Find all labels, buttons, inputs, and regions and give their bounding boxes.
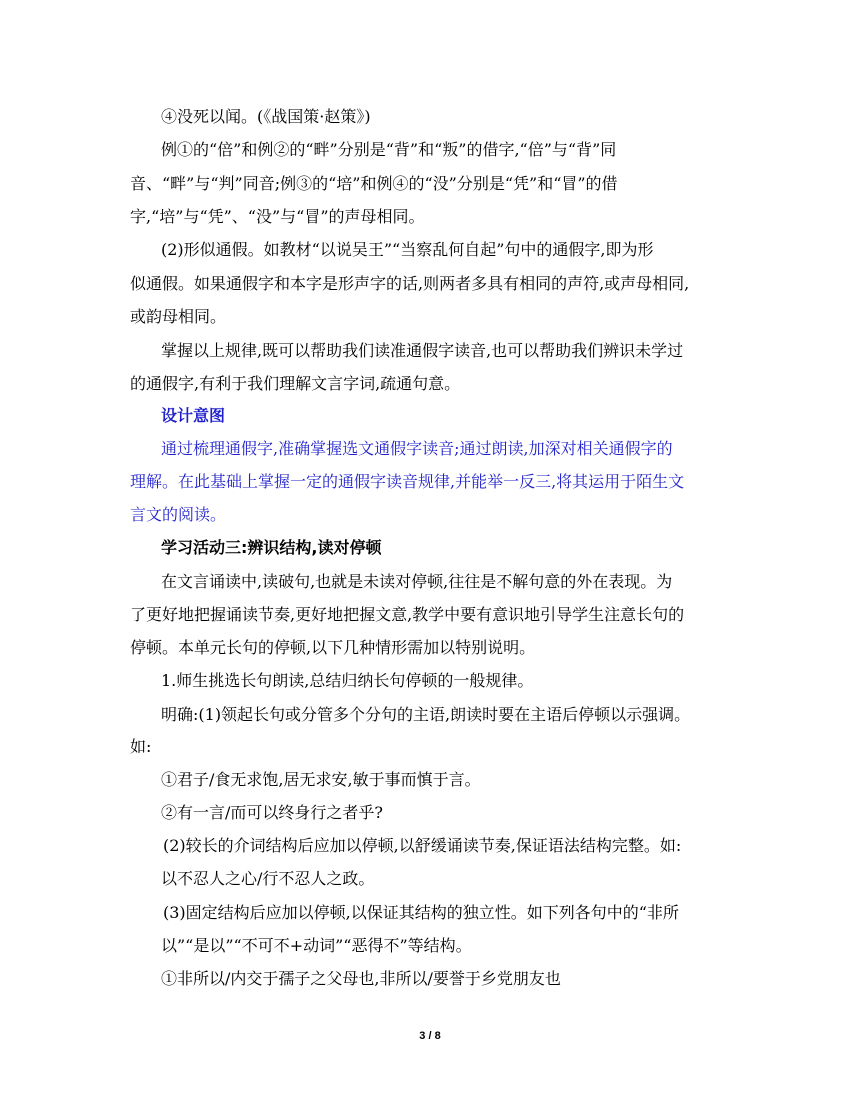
design-intent-line: 通过梳理通假字,准确掌握选文通假字读音;通过朗读,加深对相关通假字的 xyxy=(161,439,673,458)
paragraph-line: 例①的“倍”和例②的“畔”分别是“背”和“叛”的借字,“倍”与“背”同 xyxy=(161,140,617,159)
paragraph-line: 或韵母相同。 xyxy=(130,307,227,326)
example-line: ①君子/食无求饱,居无求安,敏于事而慎于言。 xyxy=(161,770,481,789)
page-number: 3 / 8 xyxy=(419,1030,441,1042)
paragraph-line: 以”“是以”“不可不+动词”“恶得不”等结构。 xyxy=(161,936,472,955)
paragraph-line: 1.师生挑选长句朗读,总结归纳长句停顿的一般规律。 xyxy=(161,671,534,690)
activity-heading: 学习活动三:辨识结构,读对停顿 xyxy=(161,538,382,557)
paragraph-line: (2)形似通假。如教材“以说吴王”“当察乱何自起”句中的通假字,即为形 xyxy=(161,240,654,259)
paragraph-line: (2)较长的介词结构后应加以停顿,以舒缓诵读节奏,保证语法结构完整。如: xyxy=(163,836,682,855)
paragraph-line: (3)固定结构后应加以停顿,以保证其结构的独立性。如下列各句中的“非所 xyxy=(163,903,679,922)
paragraph-line: 掌握以上规律,既可以帮助我们读准通假字读音,也可以帮助我们辨识未学过 xyxy=(161,341,684,360)
design-intent-heading: 设计意图 xyxy=(161,406,226,425)
design-intent-line: 理解。在此基础上掌握一定的通假字读音规律,并能举一反三,将其运用于陌生文 xyxy=(130,472,685,491)
paragraph-line: 明确:(1)领起长句或分管多个分句的主语,朗读时要在主语后停顿以示强调。 xyxy=(161,705,691,724)
paragraph-line: 的通假字,有利于我们理解文言字词,疏通句意。 xyxy=(130,374,461,393)
example-4-line: ④没死以闻。(《战国策·赵策》) xyxy=(161,107,371,126)
paragraph-line: 在文言诵读中,读破句,也就是未读对停顿,往往是不解句意的外在表现。为 xyxy=(161,572,673,591)
paragraph-line: 字,“培”与“凭”、“没”与“冒”的声母相同。 xyxy=(130,207,425,226)
design-intent-line: 言文的阅读。 xyxy=(130,505,227,524)
paragraph-line: 了更好地把握诵读节奏,更好地把握文意,教学中要有意识地引导学生注意长句的 xyxy=(130,605,685,624)
paragraph-line: 停顿。本单元长句的停顿,以下几种情形需加以特别说明。 xyxy=(130,638,536,657)
paragraph-line: 如: xyxy=(130,737,152,756)
paragraph-line: 似通假。如果通假字和本字是形声字的话,则两者多具有相同的声符,或声母相同, xyxy=(130,274,690,293)
example-line: ②有一言/而可以终身行之者乎? xyxy=(161,803,383,822)
paragraph-line: 音、“畔”与“判”同音;例③的“培”和例④的“没”分别是“凭”和“冒”的借 xyxy=(130,174,618,193)
example-line: 以不忍人之心/行不忍人之政。 xyxy=(161,869,375,888)
example-line: ①非所以/内交于孺子之父母也,非所以/要誉于乡党朋友也 xyxy=(161,969,561,988)
